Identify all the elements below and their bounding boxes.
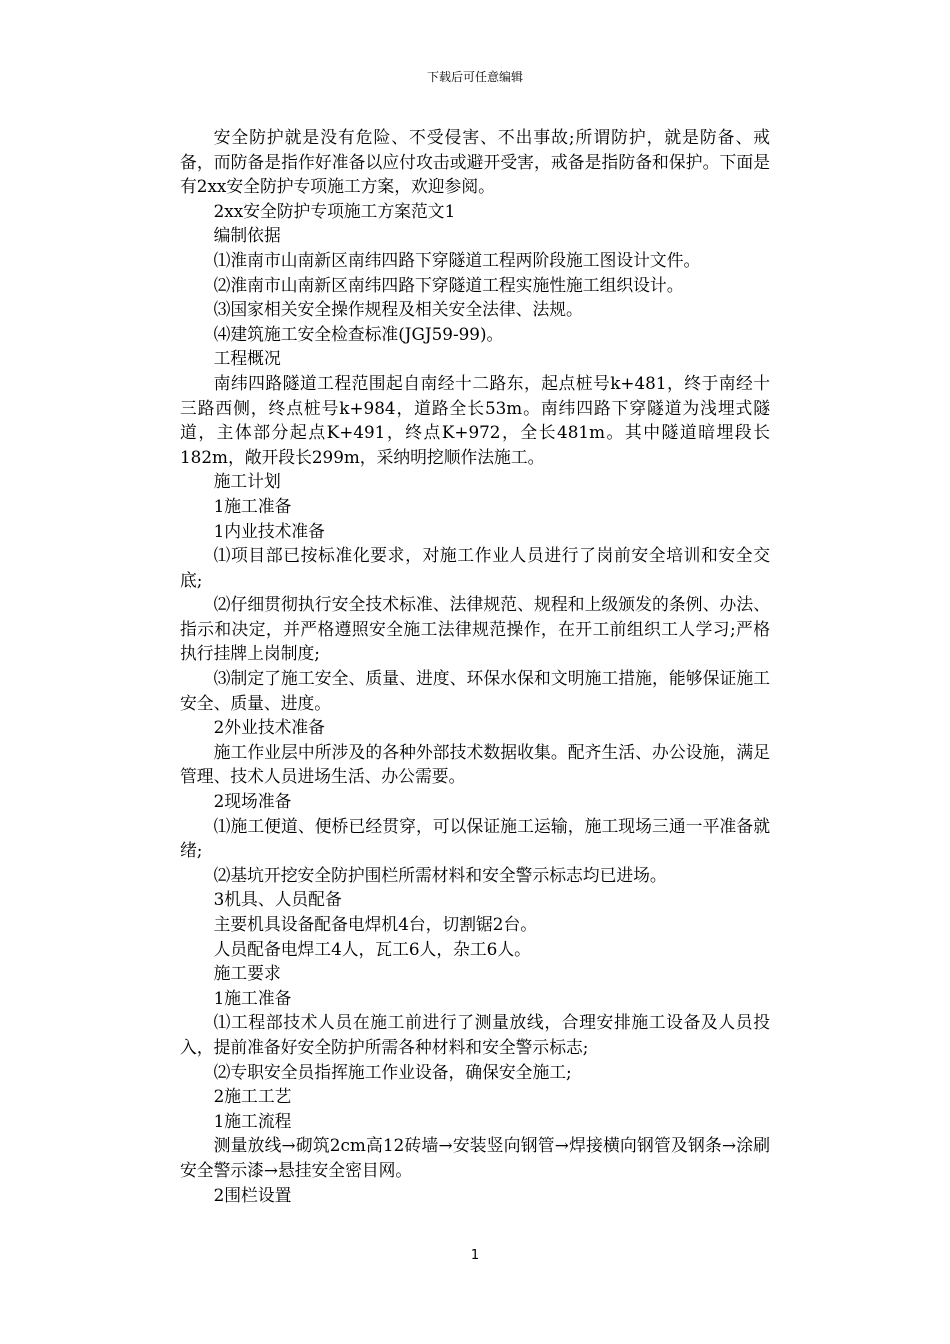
subheading-external-prep: 2外业技术准备 bbox=[213, 717, 325, 738]
site-prep-item-2: ⑵基坑开挖安全防护围栏所需材料和安全警示标志均已进场。 bbox=[213, 864, 667, 885]
basis-item-2: ⑵淮南市山南新区南纬四路下穿隧道工程实施性施工组织设计。 bbox=[213, 274, 684, 295]
intro-paragraph: 安全防护就是没有危险、不受侵害、不出事故;所谓防护，就是防备、戒备，而防备是指作好准备以应付攻击或避开受害，戒备是指防备和保护。下面是有2xx安全防护专项施工方案，欢迎参阅。 bbox=[180, 127, 770, 197]
section-heading-overview: 工程概况 bbox=[213, 348, 281, 369]
internal-prep-item-3: ⑶制定了施工安全、质量、进度、环保水保和文明施工措施，能够保证施工安全、质量、进度。 bbox=[180, 668, 770, 713]
basis-item-3: ⑶国家相关安全操作规程及相关安全法律、法规。 bbox=[213, 299, 583, 320]
section-heading-requirements: 施工要求 bbox=[213, 963, 281, 984]
page-header: 下载后可任意编辑 bbox=[426, 70, 523, 84]
flow-paragraph: 测量放线→砌筑2cm高12砖墙→安装竖向钢管→焊接横向钢管及钢条→涂刷安全警示漆→悬挂安全密目网。 bbox=[180, 1135, 770, 1180]
req-prep-item-1: ⑴工程部技术人员在施工前进行了测量放线，合理安排施工设备及人员投入，提前准备好安全防护所需各种材料和安全警示标志; bbox=[180, 1012, 770, 1057]
basis-item-1: ⑴淮南市山南新区南纬四路下穿隧道工程两阶段施工图设计文件。 bbox=[213, 249, 701, 270]
page-number: 1 bbox=[470, 1248, 480, 1263]
equipment-paragraph: 主要机具设备配备电焊机4台，切割锯2台。 bbox=[213, 914, 538, 934]
basis-item-4: ⑷建筑施工安全检查标准(JGJ59-99)。 bbox=[213, 323, 504, 344]
staff-paragraph: 人员配备电焊工4人，瓦工6人，杂工6人。 bbox=[213, 938, 531, 959]
subheading-equipment-staff: 3机具、人员配备 bbox=[213, 889, 342, 910]
subheading-site-prep: 2现场准备 bbox=[213, 791, 292, 812]
subheading-flow: 1施工流程 bbox=[213, 1110, 292, 1131]
section-heading-basis: 编制依据 bbox=[213, 225, 281, 246]
section-heading-plan: 施工计划 bbox=[213, 471, 281, 492]
subheading-req-preparation: 1施工准备 bbox=[213, 987, 292, 1008]
external-prep-paragraph: 施工作业层中所涉及的各种外部技术数据收集。配齐生活、办公设施，满足管理、技术人员进场生活、办公需要。 bbox=[180, 741, 770, 787]
subheading-internal-prep: 1内业技术准备 bbox=[213, 520, 325, 541]
internal-prep-item-2: ⑵仔细贯彻执行安全技术标准、法律规范、规程和上级颁发的条例、办法、指示和决定，并严格遵照安全施工法律规范操作，在开工前组织工人学习;严格执行挂牌上岗制度; bbox=[180, 594, 770, 664]
subheading-preparation: 1施工准备 bbox=[213, 495, 292, 516]
subheading-fence: 2围栏设置 bbox=[213, 1184, 292, 1205]
req-prep-item-2: ⑵专职安全员指挥施工作业设备，确保安全施工; bbox=[213, 1061, 572, 1082]
document-title: 2xx安全防护专项施工方案范文1 bbox=[213, 200, 456, 221]
subheading-process: 2施工工艺 bbox=[213, 1086, 292, 1107]
document-body bbox=[180, 125, 770, 1207]
internal-prep-item-1: ⑴项目部已按标准化要求，对施工作业人员进行了岗前安全培训和安全交底; bbox=[180, 545, 770, 590]
overview-paragraph: 南纬四路隧道工程范围起自南经十二路东，起点桩号k+481，终于南经十三路西侧，终点桩号k+984，道路全长53m。南纬四路下穿隧道为浅埋式隧道，主体部分起点K+491，终点K+972，全长481m。其中隧道暗埋段长182m，敞开段长299m，采纳明挖顺作法施工。 bbox=[180, 372, 770, 467]
site-prep-item-1: ⑴施工便道、便桥已经贯穿，可以保证施工运输，施工现场三通一平准备就绪; bbox=[180, 815, 770, 861]
